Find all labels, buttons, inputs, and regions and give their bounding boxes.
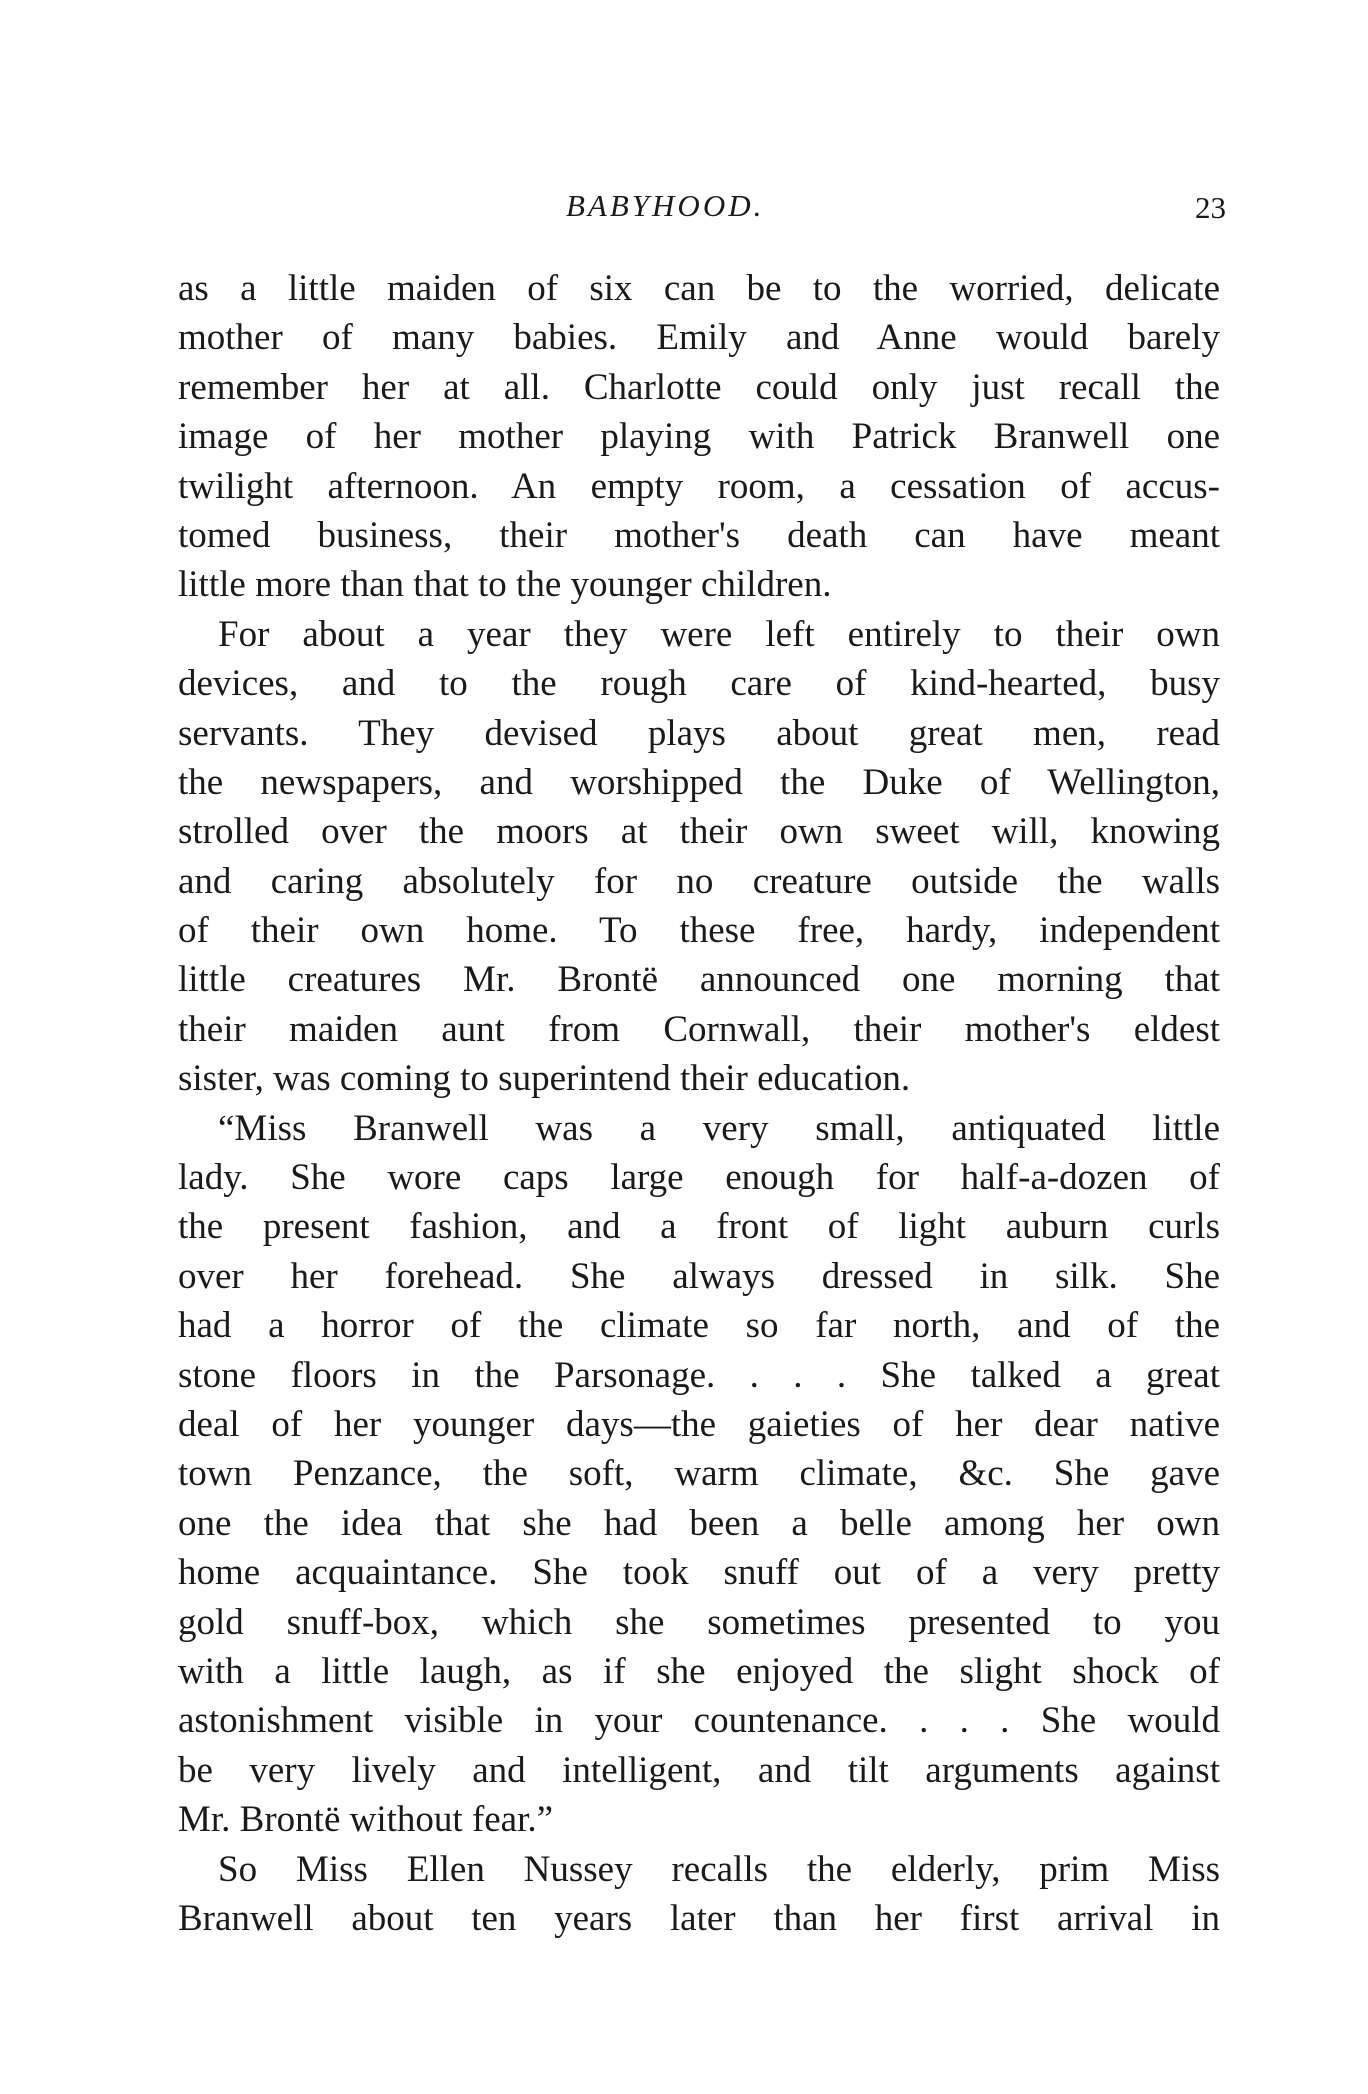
- running-head: [0, 188, 1368, 238]
- text-line: So Miss Ellen Nussey recalls the elderly, prim Miss: [218, 1848, 1220, 1890]
- text-line: For about a year they were left entirely to their own: [218, 613, 1220, 655]
- text-line: and caring absolutely for no creature outside the walls: [178, 860, 1220, 902]
- paragraph-1: [178, 264, 1220, 610]
- text-line: their maiden aunt from Cornwall, their mother's eldest: [178, 1008, 1220, 1050]
- text-line: with a little laugh, as if she enjoyed the slight shock of: [178, 1650, 1220, 1692]
- body-text: [178, 264, 1220, 1943]
- text-line: Branwell about ten years later than her first arrival in: [178, 1897, 1220, 1939]
- text-line: lady. She wore caps large enough for half-a-dozen of: [178, 1157, 1220, 1199]
- paragraph-3-quotation: [178, 1104, 1220, 1845]
- text-line: strolled over the moors at their own sweet will, knowing: [178, 811, 1220, 853]
- text-line: of their own home. To these free, hardy, independent: [178, 910, 1220, 952]
- text-line: astonishment visible in your countenance. . . . She would: [178, 1700, 1220, 1742]
- text-line: the present fashion, and a front of light auburn curls: [178, 1206, 1220, 1248]
- paragraph-2: [178, 610, 1220, 1104]
- text-line: deal of her younger days—the gaieties of her dear native: [178, 1403, 1220, 1445]
- text-line: Mr. Brontë without fear.”: [178, 1799, 554, 1841]
- text-line: little more than that to the younger children.: [178, 564, 832, 606]
- text-line: mother of many babies. Emily and Anne would barely: [178, 317, 1220, 359]
- text-line: town Penzance, the soft, warm climate, &c. She gave: [178, 1453, 1220, 1495]
- text-line: twilight afternoon. An empty room, a cessation of accus-: [178, 465, 1220, 507]
- text-line: image of her mother playing with Patrick Branwell one: [178, 416, 1220, 458]
- running-title: BABYHOOD.: [566, 188, 765, 223]
- text-line: one the idea that she had been a belle among her own: [178, 1502, 1220, 1544]
- text-line: gold snuff-box, which she sometimes presented to you: [178, 1601, 1220, 1643]
- text-line: remember her at all. Charlotte could only just recall the: [178, 366, 1220, 408]
- paragraph-4: [178, 1845, 1220, 1944]
- text-line: tomed business, their mother's death can have meant: [178, 514, 1220, 556]
- text-line: servants. They devised plays about great men, read: [178, 712, 1220, 754]
- text-line: sister, was coming to superintend their education.: [178, 1058, 911, 1100]
- text-line: had a horror of the climate so far north, and of the: [178, 1305, 1220, 1347]
- text-line: be very lively and intelligent, and tilt arguments against: [178, 1749, 1220, 1791]
- text-line: the newspapers, and worshipped the Duke of Wellington,: [178, 761, 1220, 803]
- text-line: over her forehead. She always dressed in silk. She: [178, 1255, 1220, 1297]
- page-number: 23: [1195, 190, 1226, 225]
- text-line: “Miss Branwell was a very small, antiquated little: [218, 1107, 1220, 1149]
- text-line: little creatures Mr. Brontë announced one morning that: [178, 959, 1220, 1001]
- text-line: devices, and to the rough care of kind-hearted, busy: [178, 663, 1220, 705]
- text-line: as a little maiden of six can be to the worried, delicate: [178, 268, 1220, 309]
- text-line: stone floors in the Parsonage. . . . She talked a great: [178, 1354, 1220, 1396]
- text-line: home acquaintance. She took snuff out of a very pretty: [178, 1552, 1220, 1594]
